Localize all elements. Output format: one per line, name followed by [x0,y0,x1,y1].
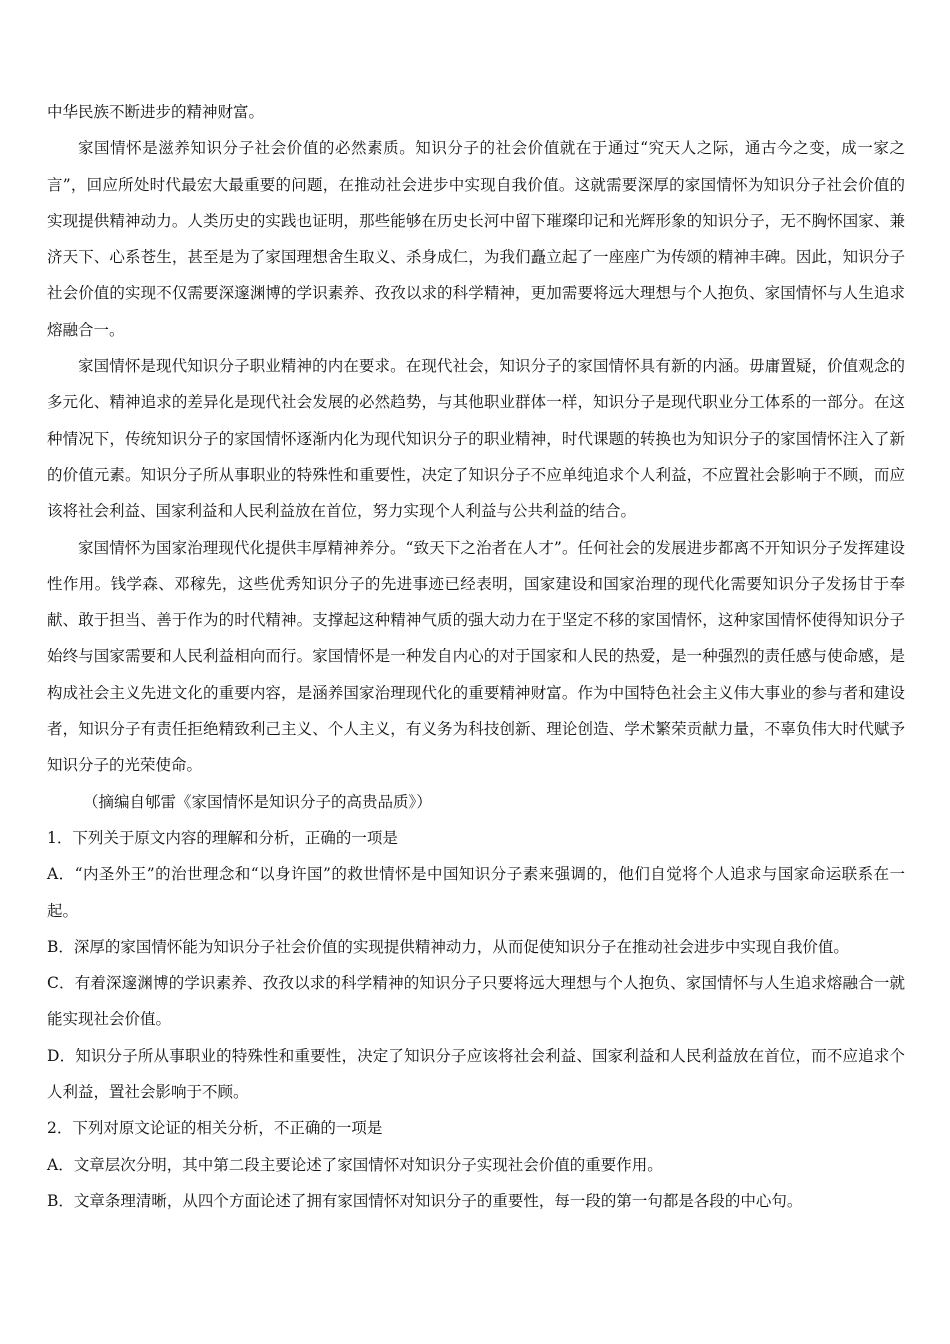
document-page [47,94,905,1219]
question-1-option-b: B．深厚的家国情怀能为知识分子社会价值的实现提供精神动力，从而促使知识分子在推动社会进步中实现自我价值。 [47,937,849,956]
article-paragraph-professional-spirit: 家国情怀是现代知识分子职业精神的内在要求。在现代社会，知识分子的家国情怀具有新的内涵。毋庸置疑，价值观念的多元化、精神追求的差异化是现代社会发展的必然趋势，与其他职业群体一样，知识分子是现代职业分工体系的一部分。在这种情况下，传统知识分子的家国情怀逐渐内化为现代知识分子的职业精神，时代课题的转换也为知识分子的家国情怀注入了新的价值元素。知识分子所从事职业的特殊性和重要性，决定了知识分子不应单纯追求个人利益，不应置社会影响于不顾，而应该将社会利益、国家利益和人民利益放在首位，努力实现个人利益与公共利益的结合。 [47,357,905,521]
question-1-option-d: D．知识分子所从事职业的特殊性和重要性，决定了知识分子应该将社会利益、国家利益和人民利益放在首位，而不应追求个人利益，置社会影响于不顾。 [47,1046,905,1102]
article-paragraph-continuation: 中华民族不断进步的精神财富。 [47,103,265,121]
question-1-stem: 1．下列关于原文内容的理解和分析，正确的一项是 [47,828,398,847]
question-2-option-b: B．文章条理清晰，从四个方面论述了拥有家国情怀对知识分子的重要性，每一段的第一句都是各段的中心句。 [47,1191,803,1210]
question-1-option-c: C．有着深邃渊博的学识素养、孜孜以求的科学精神的知识分子只要将远大理想与个人抱负、家国情怀与人生追求熔融合一就能实现社会价值。 [47,974,905,1029]
article-source: （摘编自郇雷《家国情怀是知识分子的高贵品质》） [83,792,432,811]
question-1-option-a: A．“内圣外王”的治世理念和“以身许国”的救世情怀是中国知识分子素来强调的，他们自觉将个人追求与国家命运联系在一起。 [47,865,905,920]
article-paragraph-social-value: 家国情怀是滋养知识分子社会价值的必然素质。知识分子的社会价值就在于通过“究天人之际，通古今之变，成一家之言”，回应所处时代最宏大最重要的问题，在推动社会进步中实现自我价值。这就需要深厚的家国情怀为知识分子社会价值的实现提供精神动力。人类历史的实践也证明，那些能够在历史长河中留下璀璨印记和光辉形象的知识分子，无不胸怀国家、兼济天下、心系苍生，甚至是为了家国理想舍生取义、杀身成仁，为我们矗立起了一座座广为传颂的精神丰碑。因此，知识分子社会价值的实现不仅需要深邃渊博的学识素养、孜孜以求的科学精神，更加需要将远大理想与个人抱负、家国情怀与人生追求熔融合一。 [47,139,905,339]
article-paragraph-national-governance: 家国情怀为国家治理现代化提供丰厚精神养分。“致天下之治者在人才”。任何社会的发展进步都离不开知识分子发挥建设性作用。钱学森、邓稼先，这些优秀知识分子的先进事迹已经表明，国家建设和国家治理的现代化需要知识分子发扬甘于奉献、敢于担当、善于作为的时代精神。支撑起这种精神气质的强大动力在于坚定不移的家国情怀，这种家国情怀使得知识分子始终与国家需要和人民利益相向而行。家国情怀是一种发自内心的对于国家和人民的热爱，是一种强烈的责任感与使命感，是构成社会主义先进文化的重要内容，是涵养国家治理现代化的重要精神财富。作为中国特色社会主义伟大事业的参与者和建设者，知识分子有责任拒绝精致利己主义、个人主义，有义务为科技创新、理论创造、学术繁荣贡献力量，不辜负伟大时代赋予知识分子的光荣使命。 [47,538,905,775]
question-2-stem: 2．下列对原文论证的相关分析，不正确的一项是 [47,1119,383,1138]
question-2-option-a: A．文章层次分明，其中第二段主要论述了家国情怀对知识分子实现社会价值的重要作用。 [47,1155,663,1174]
